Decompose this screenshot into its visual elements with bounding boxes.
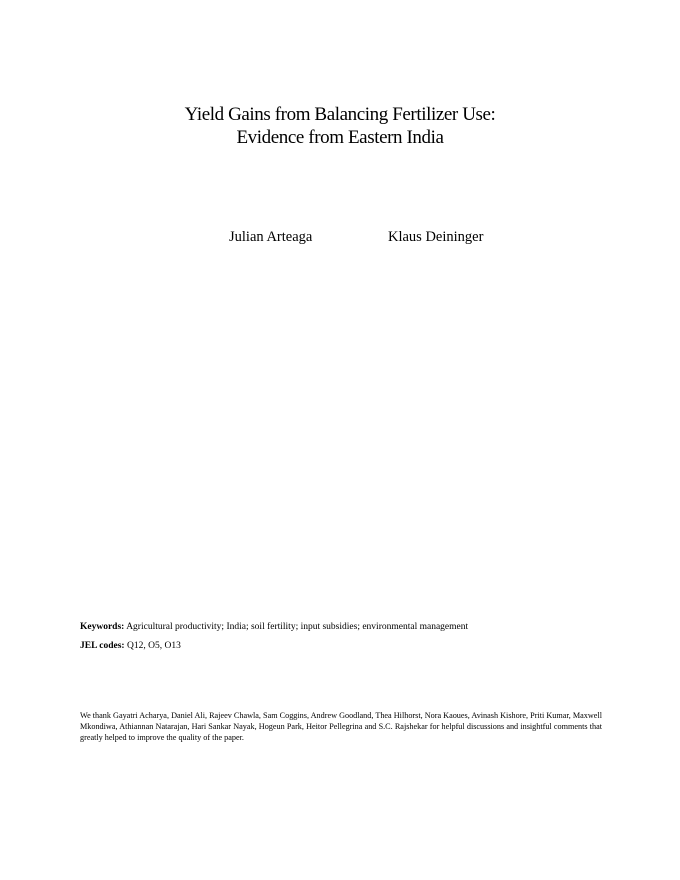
paper-title: [0, 103, 680, 149]
jel-codes-line: [80, 640, 610, 652]
acknowledgment-note: We thank Gayatri Acharya, Daniel Ali, Rajeev Chawla, Sam Coggins, Andrew Goodland, Thea Hilhorst, Nora Kaoues, Avinash Kishore, Priti Kumar, Maxwell Mkondiwa, Athiannan Natarajan, Hari Sankar Nayak, Hogeun Park, Heitor Pellegrina and S.C. Rajshekar for helpful discussions and insightful comments that greatly helped to improve the quality of the paper.: [80, 711, 602, 742]
keywords-line: [80, 621, 610, 633]
keywords-label: Keywords:: [80, 622, 125, 632]
author-name: Julian Arteaga: [229, 229, 313, 245]
title-line-2: Evidence from Eastern India: [236, 127, 444, 148]
jel-codes-label: JEL codes:: [80, 641, 125, 651]
keywords-text: Agricultural productivity; India; soil fertility; input subsidies; environmental management: [126, 622, 469, 632]
jel-codes-text: Q12, O5, O13: [126, 641, 181, 651]
title-line-1: Yield Gains from Balancing Fertilizer Use:: [184, 104, 496, 125]
author-name: Klaus Deininger: [388, 229, 484, 245]
